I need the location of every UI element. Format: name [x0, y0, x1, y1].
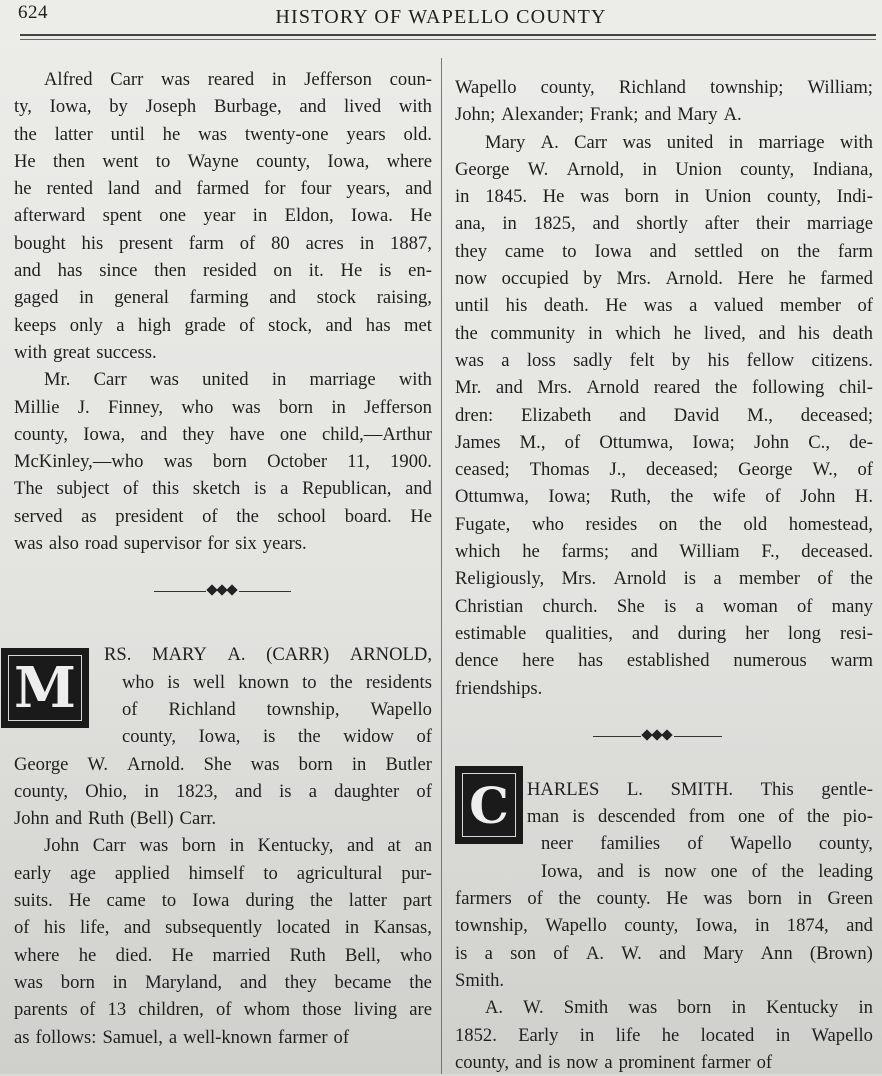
paragraph-aw-smith — [455, 994, 873, 1076]
ornament-rule-right — [239, 591, 291, 592]
paragraph-carr-rearing — [14, 66, 432, 366]
text-line: Fugate, who resides on the old homestead, — [455, 513, 873, 535]
text-line: parents of 13 children, of whom those living are — [14, 999, 432, 1021]
text-line: HARLES L. SMITH. This gentle- — [527, 778, 873, 800]
text-line: friendships. — [455, 677, 543, 699]
ornament-rule-left — [593, 736, 641, 737]
text-line: ana, in 1825, and shortly after their marriage — [455, 213, 873, 235]
text-line: Mary A. Carr was united in marriage with — [485, 131, 873, 153]
text-line: RS. MARY A. (CARR) ARNOLD, — [104, 644, 432, 666]
text-line: who is well known to the residents — [122, 671, 432, 693]
text-line: Millie J. Finney, who was born in Jefferson — [14, 396, 432, 418]
text-line: Mr. Carr was united in marriage with — [44, 369, 432, 391]
text-line: of his life, and subsequently located in Kansas, — [14, 917, 432, 939]
text-line: Mr. and Mrs. Arnold reared the following chil- — [455, 377, 873, 399]
section-ornament — [455, 702, 873, 776]
paragraph-john-carr — [14, 832, 432, 1050]
text-line: Ottumwa, Iowa; Ruth, the wife of John H. — [455, 486, 873, 508]
text-line: in 1845. He was born in Union county, Indi- — [455, 186, 873, 208]
ornament-rule-left — [154, 591, 206, 592]
text-line: which he farms; and William F., deceased. — [455, 541, 873, 563]
text-line: where he died. He married Ruth Bell, who — [14, 944, 432, 966]
text-line: was a loss sadly felt by his fellow citizens. — [455, 349, 873, 371]
text-line: is a son of A. W. and Mary Ann (Brown) — [455, 942, 873, 964]
text-line: Smith. — [455, 969, 505, 991]
text-line: was also road supervisor for six years. — [14, 533, 307, 555]
header-rule — [20, 34, 876, 36]
text-line: dren: Elizabeth and David M., deceased; — [455, 404, 873, 426]
right-column — [455, 74, 873, 1076]
text-line: John Carr was born in Kentucky, and at an — [44, 835, 432, 857]
paragraph-arnold-marriage — [455, 129, 873, 702]
text-line: gaged in general farming and stock raising, — [14, 287, 432, 309]
left-column — [14, 66, 432, 1051]
text-line: ceased; Thomas J., deceased; George W., of — [455, 459, 873, 481]
text-line: Christian church. She is a woman of many — [455, 595, 873, 617]
ornament-rule-right — [674, 736, 722, 737]
text-line: James M., of Ottumwa, Iowa; John C., de- — [455, 431, 873, 453]
column-divider — [441, 58, 442, 1074]
text-line: He then went to Wayne county, Iowa, where — [14, 150, 432, 172]
text-line: of Richland township, Wapello — [122, 698, 432, 720]
drop-cap-c — [455, 766, 523, 844]
text-line: afterward spent one year in Eldon, Iowa. He — [14, 205, 432, 227]
text-line: A. W. Smith was born in Kentucky in — [485, 997, 873, 1019]
text-line: suits. He came to Iowa during the latter part — [14, 890, 432, 912]
paragraph-carr-marriage — [14, 366, 432, 557]
paragraph-children-cont — [455, 74, 873, 129]
text-line: now occupied by Mrs. Arnold. Here he farmed — [455, 268, 873, 290]
text-line: the community in which he lived, and his death — [455, 322, 873, 344]
ornament-diamond — [226, 585, 237, 596]
text-line: the latter until he was twenty-one years old. — [14, 123, 432, 145]
text-line: as follows: Samuel, a well-known farmer of — [14, 1026, 350, 1048]
text-line: John and Ruth (Bell) Carr. — [14, 808, 217, 830]
text-line: township, Wapello county, Iowa, in 1874, and — [455, 915, 873, 937]
text-line: McKinley,—who was born October 11, 1900. — [14, 451, 432, 473]
text-line: with great success. — [14, 341, 157, 363]
text-line: county, Ohio, in 1823, and is a daughter of — [14, 780, 432, 802]
text-line: 1852. Early in life he located in Wapello — [455, 1024, 873, 1046]
page-number: 624 — [18, 2, 48, 23]
text-line: bought his present farm of 80 acres in 1887, — [14, 232, 432, 254]
running-head: HISTORY OF WAPELLO COUNTY — [275, 6, 607, 28]
text-line: farmers of the county. He was born in Green — [455, 888, 873, 910]
text-line: dence here has established numerous warm — [455, 650, 873, 672]
text-line: George W. Arnold. She was born in Butler — [14, 753, 432, 775]
text-line: ty, Iowa, by Joseph Burbage, and lived with — [14, 96, 432, 118]
text-line: county, Iowa, is the widow of — [122, 726, 432, 748]
drop-cap-letter: C — [462, 773, 516, 837]
text-line: keeps only a high grade of stock, and has met — [14, 314, 432, 336]
text-line: man is descended from one of the pio- — [527, 806, 873, 828]
text-line: and has since then resided on it. He is en- — [14, 260, 432, 282]
text-line: John; Alexander; Frank; and Mary A. — [455, 104, 742, 126]
text-line: Iowa, and is now one of the leading — [541, 860, 873, 882]
drop-cap-letter: M — [8, 655, 82, 721]
text-line: George W. Arnold, in Union county, Indiana, — [455, 158, 873, 180]
text-line: estimable qualities, and during her long resi- — [455, 622, 873, 644]
text-line: neer families of Wapello county, — [541, 833, 873, 855]
text-line: was born in Maryland, and they became the — [14, 971, 432, 993]
text-line: Alfred Carr was reared in Jefferson coun- — [44, 69, 432, 90]
text-line: until his death. He was a valued member of — [455, 295, 873, 317]
text-line: Religiously, Mrs. Arnold is a member of the — [455, 568, 873, 590]
drop-cap-m — [1, 648, 89, 728]
section-ornament — [14, 557, 432, 641]
text-line: county, Iowa, and they have one child,—Arthur — [14, 423, 432, 445]
ornament-diamond — [661, 729, 672, 740]
text-line: county, and is now a prominent farmer of — [455, 1051, 773, 1073]
text-line: he rented land and farmed for four years, and — [14, 178, 432, 200]
text-line: early age applied himself to agricultural pur- — [14, 862, 432, 884]
text-line: they came to Iowa and settled on the farm — [455, 240, 873, 262]
text-line: The subject of this sketch is a Republican, and — [14, 478, 432, 500]
text-line: Wapello county, Richland township; William; — [455, 77, 873, 98]
text-line: served as president of the school board. He — [14, 505, 432, 527]
header-rule-thin — [20, 39, 876, 40]
